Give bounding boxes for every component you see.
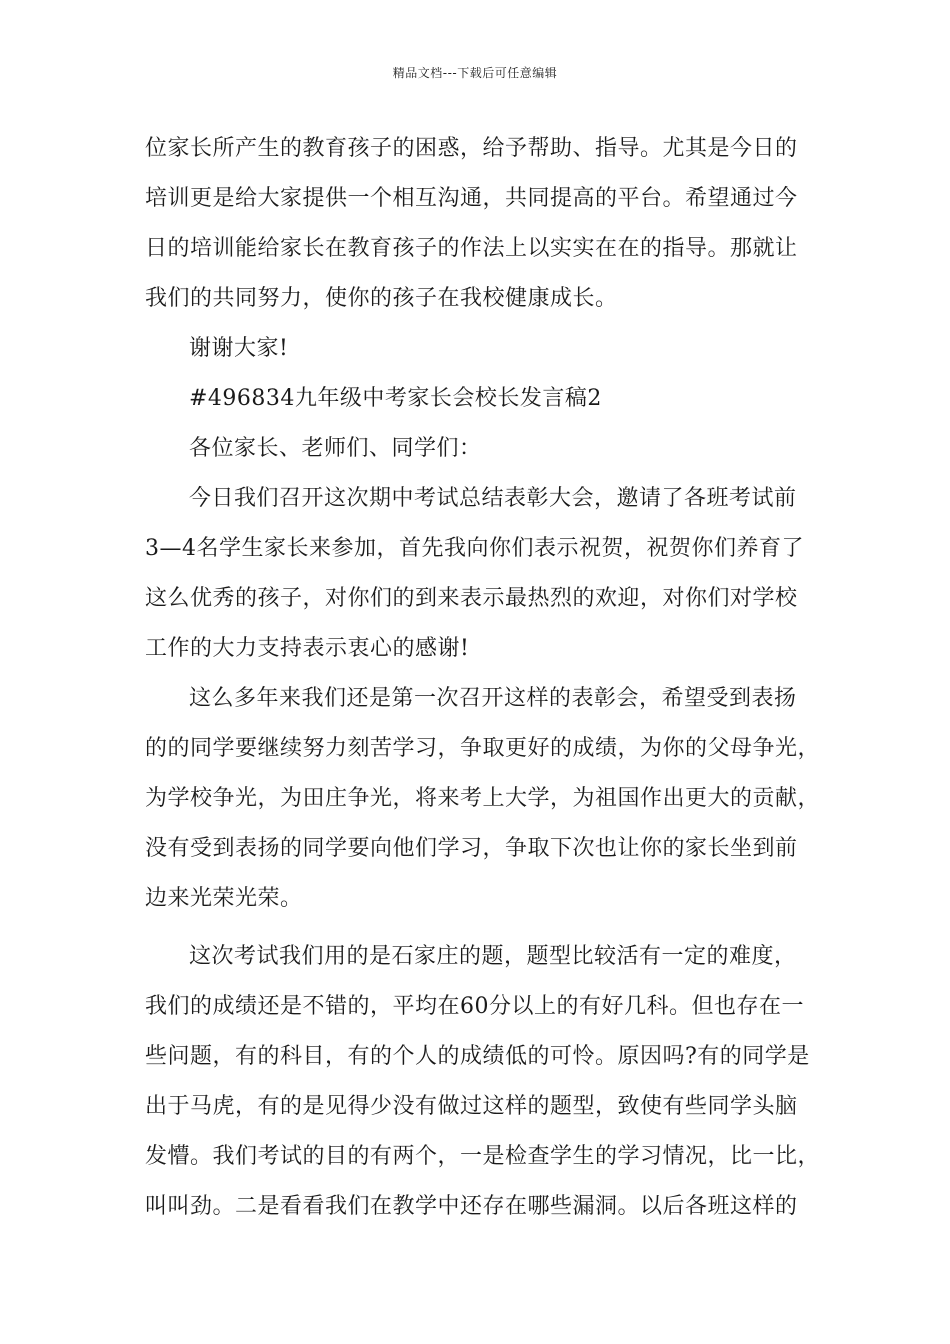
text-line: 出于马虎，有的是见得少没有做过这样的题型，致使有些同学头脑 <box>145 1094 798 1119</box>
text-line: 我们的共同努力，使你的孩子在我校健康成长。 <box>145 286 618 311</box>
text-line: 些问题，有的科目，有的个人的成绩低的可怜。原因吗?有的同学是 <box>145 1044 810 1069</box>
salutation: 各位家长、老师们、同学们： <box>189 436 482 461</box>
text-line: 日的培训能给家长在教育孩子的作法上以实实在在的指导。那就让 <box>145 236 798 261</box>
text-line: 为学校争光，为田庄争光，将来考上大学，为祖国作出更大的贡献， <box>145 786 821 811</box>
text-line: 发懵。我们考试的目的有两个，一是检查学生的学习情况，比一比， <box>145 1144 821 1169</box>
text-line: 边来光荣光荣。 <box>145 886 303 911</box>
text-line: 叫叫劲。二是看看我们在教学中还存在哪些漏洞。以后各班这样的 <box>145 1194 798 1219</box>
text-line: 这么优秀的孩子，对你们的到来表示最热烈的欢迎，对你们对学校 <box>145 586 798 611</box>
page-header: 精品文档---下载后可任意编辑 <box>392 66 558 80</box>
text-line: 的的同学要继续努力刻苦学习，争取更好的成绩，为你的父母争光， <box>145 736 821 761</box>
text-line: 3—4名学生家长来参加，首先我向你们表示祝贺，祝贺你们养育了 <box>145 536 804 561</box>
section-title: #496834九年级中考家长会校长发言稿2 <box>189 386 602 411</box>
text-line: 今日我们召开这次期中考试总结表彰大会，邀请了各班考试前 <box>189 486 797 511</box>
text-line: 没有受到表扬的同学要向他们学习，争取下次也让你的家长坐到前 <box>145 836 798 861</box>
text-line: 我们的成绩还是不错的，平均在60分以上的有好几科。但也存在一 <box>145 994 804 1019</box>
text-line: 这么多年来我们还是第一次召开这样的表彰会，希望受到表扬 <box>189 686 797 711</box>
text-line: 这次考试我们用的是石家庄的题，题型比较活有一定的难度， <box>189 944 797 969</box>
closing-thanks: 谢谢大家! <box>189 336 289 361</box>
paragraph-gap <box>145 924 835 932</box>
text-line: 位家长所产生的教育孩子的困惑，给予帮助、指导。尤其是今日的 <box>145 136 798 161</box>
text-line: 培训更是给大家提供一个相互沟通，共同提高的平台。希望通过今 <box>145 186 798 211</box>
document-body <box>145 124 835 1232</box>
text-line: 工作的大力支持表示衷心的感谢! <box>145 636 470 661</box>
